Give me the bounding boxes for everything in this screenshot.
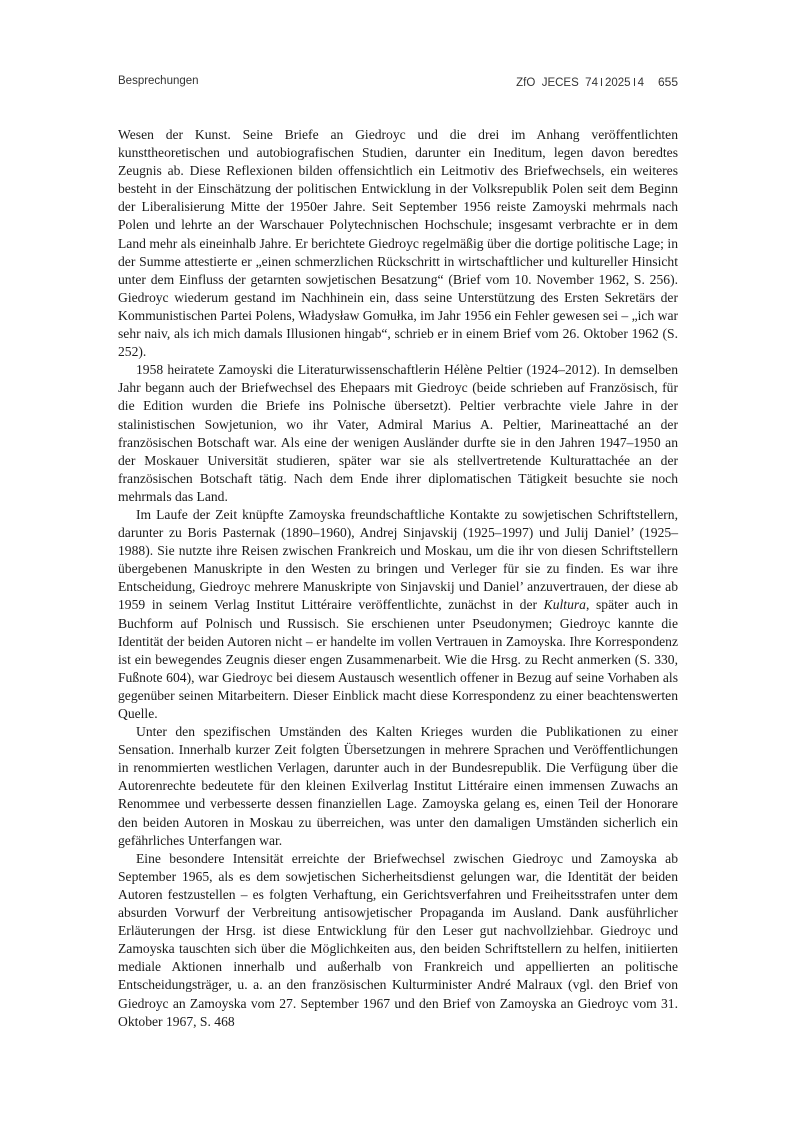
page-number: 655 (657, 75, 678, 89)
journal-full: JECES (541, 77, 579, 89)
volume: 74 (585, 77, 598, 89)
paragraph: Wesen der Kunst. Seine Briefe an Giedroyc und die drei im Anhang veröffentlichten kunsttheoretischen und autobiografischen Studien, darunter ein Ineditum, legen davon beredtes Zeugnis ab. Diese Reflexionen bilden offensichtlich ein Leitmotiv des Briefwechsels, ein weiteres besteht in der Einschätzung der politischen Entwicklung in der Volksrepublik Polen seit dem Beginn der Liberalisierung Mitte der 1950er Jahre. Seit September 1956 reiste Zamoyski mehrmals nach Polen und lehrte an der Warschauer Polytechnischen Hochschule; insgesamt verbrachte er in dem Land mehr als eineinhalb Jahre. Er berichtete Giedroyc regelmäßig über die dortige politische Lage; in der Summe attestierte er „einen schmerzlichen Rückschritt in wirtschaftlicher und kultureller Hinsicht unter dem Einfluss der getarnten sowjetischen Besatzung“ (Brief vom 10. November 1962, S. 256). Giedroyc wiederum gestand im Nachhinein ein, dass seine Unterstützung des Ersten Sekretärs der Kommunistischen Partei Polens, Władysław Gomułka, im Jahr 1956 ein Fehler gewesen sei – „ich war sehr naiv, als ich mich damals Illusionen hingab“, schrieb er in einem Brief vom 26. Oktober 1962 (S. 252). (118, 127, 678, 360)
paragraph: Unter den spezifischen Umständen des Kalten Krieges wurden die Publikationen zu einer Sensation. Innerhalb kurzer Zeit folgten Übersetzungen in mehrere Sprachen und Veröffentlichungen in renommierten westlichen Verlagen, darunter auch in der Bundesrepublik. Die Verfügung über die Autorenrechte bedeutete für den kleinen Exilverlag Institut Littéraire einen immensen Zuwachs an Renommee und verbesserte dessen finanziellen Lage. Zamoyska gelang es, einen Teil der Honorare den beiden Autoren in Moskau zu überreichen, was unter den damaligen Umständen sicherlich ein gefährliches Unterfangen war. (118, 724, 678, 848)
issue: 4 (637, 77, 644, 89)
journal-info (516, 75, 678, 89)
section-title: Besprechungen (118, 75, 199, 87)
article-body (118, 126, 678, 1031)
paragraph-text: , später auch in Buchform auf Polnisch und Russisch. Sie erschienen unter Pseudonymen; Giedroyc kannte die Identität der beiden Autoren nicht – er handelte im vollen Vertrauen in Zamoyska. Ihre Korrespondenz ist ein bewegendes Zeugnis dieser engen Zusammenarbeit. Wie die Hrsg. zu Recht anmerken (S. 330, Fußnote 604), war Giedroyc bei diesem Austausch wesentlich offener in Bezug auf seine Vorhaben als gegenüber seinen Mitarbeitern. Dieser Einblick macht diese Korrespondenz zu einer beachtenswerten Quelle. (118, 597, 678, 721)
publication-title: Kultura (543, 597, 586, 613)
paragraph-text: Im Laufe der Zeit knüpfte Zamoyska freundschaftliche Kontakte zu sowjetischen Schriftstellern, darunter zu Boris Pasternak (1890–1960), Andrej Sinjavskij (1925–1997) und Julij Daniel’ (1925–1988). Sie nutzte ihre Reisen zwischen Frankreich und Moskau, um die ihr von diesen Schriftstellern übergebenen Manuskripte in den Westen zu bringen und Verleger für sie zu finden. Es war ihre Entscheidung, Giedroyc mehrere Manuskripte von Sinjavskij und Daniel’ anzuvertrauen, der diese ab 1959 in seinem Verlag Institut Littéraire veröffentlichte, zunächst in der (118, 506, 678, 613)
year: 2025 (604, 77, 631, 89)
separator-bar (634, 78, 635, 86)
separator-bar (601, 78, 602, 86)
paragraph (118, 506, 678, 723)
paragraph: 1958 heiratete Zamoyski die Literaturwissenschaftlerin Hélène Peltier (1924–2012). In demselben Jahr begann auch der Briefwechsel des Ehepaars mit Giedroyc (beide schrieben auf Französisch, für die Edition wurden die Briefe ins Polnische übersetzt). Peltier verbrachte viele Jahre in der stalinistischen Sowjetunion, wo ihr Vater, Admiral Marius A. Peltier, Marineattaché an der französischen Botschaft war. Als eine der wenigen Ausländer durfte sie in den Jahren 1947–1950 an der Moskauer Universität studieren, später war sie als stellvertretende Kulturattachée an der französischen Botschaft tätig. Nach dem Ende ihrer diplomatischen Tätigkeit besuchte sie noch mehrmals das Land. (118, 362, 678, 504)
running-header (118, 75, 678, 91)
journal-abbrev: ZfO (516, 77, 536, 89)
paragraph: Eine besondere Intensität erreichte der Briefwechsel zwischen Giedroyc und Zamoyska ab September 1965, als es dem sowjetischen Sicherheitsdienst gelungen war, die Identität der beiden Autoren festzustellen – es folgten Verhaftung, ein Gerichtsverfahren und Freiheitsstrafen unter dem absurden Vorwurf der Verbreitung antisowjetischer Propaganda im Ausland. Dank ausführlicher Erläuterungen der Hrsg. ist diese Entwicklung für den Leser gut nachvollziehbar. Giedroyc und Zamoyska tauschten sich über die Möglichkeiten aus, den beiden Schriftstellern zu helfen, initiierten mediale Aktionen innerhalb und außerhalb von Frankreich und appellierten an politische Entscheidungsträger, u. a. an den französischen Kulturminister André Malraux (vgl. den Brief von Giedroyc an Zamoyska vom 27. September 1967 und den Brief von Zamoyska an Giedroyc vom 31. Oktober 1967, S. 468 (118, 850, 678, 1029)
